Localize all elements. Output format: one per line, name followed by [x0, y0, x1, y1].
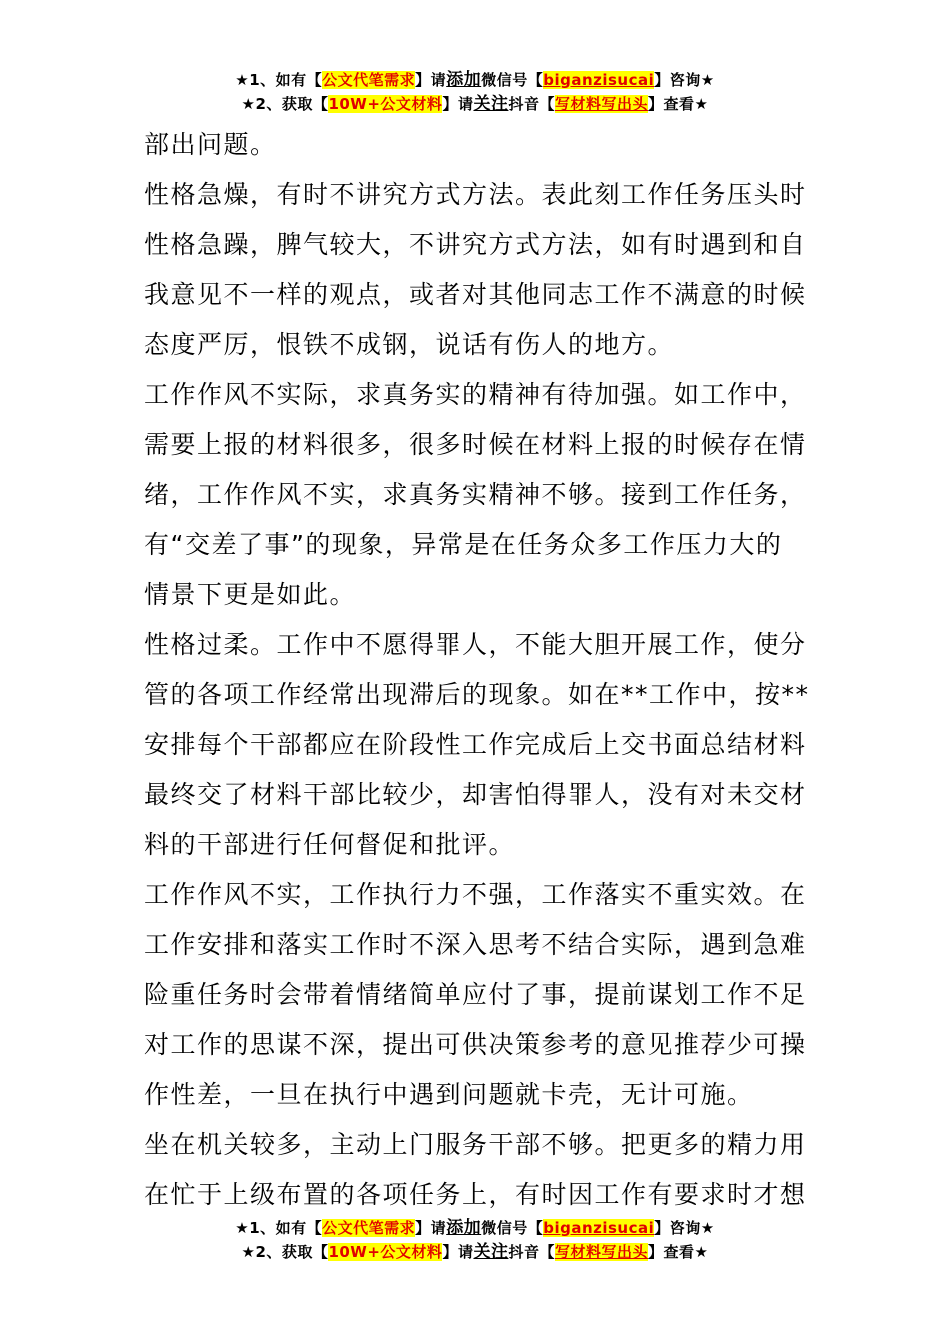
banner-line-1: ★1、如有【公文代笔需求】请添加微信号【biganzisucai】咨询★	[235, 1218, 715, 1238]
douyin-account: 写材料写出头	[554, 95, 648, 113]
text-line: 性格急燥，有时不讲究方式方法。表此刻工作任务压头时	[144, 180, 807, 209]
banner-line-2: ★2、获取【10W+公文材料】请关注抖音【写材料写出头】查看★	[241, 1242, 709, 1262]
text-line: 险重任务时会带着情绪简单应付了事，提前谋划工作不足	[144, 980, 807, 1009]
text-line: 需要上报的材料很多，很多时候在材料上报的时候存在情	[144, 430, 807, 459]
text-line: 在忙于上级布置的各项任务上，有时因工作有要求时才想	[144, 1180, 807, 1209]
text-line: 工作作风不实际，求真务实的精神有待加强。如工作中，	[144, 380, 807, 409]
text-line: 管的各项工作经常出现滞后的现象。如在**工作中，按**	[144, 680, 810, 709]
text-line: 情景下更是如此。	[144, 580, 357, 609]
text-line: 绪，工作作风不实，求真务实精神不够。接到工作任务，	[144, 480, 807, 509]
banner-line-1: ★1、如有【公文代笔需求】请添加微信号【biganzisucai】咨询★	[235, 70, 715, 90]
banner-line-2: ★2、获取【10W+公文材料】请关注抖音【写材料写出头】查看★	[241, 94, 709, 114]
text-line: 性格过柔。工作中不愿得罪人，不能大胆开展工作，使分	[144, 630, 807, 659]
footer-banner	[0, 1216, 950, 1264]
header-banner	[0, 68, 950, 116]
text-line: 工作安排和落实工作时不深入思考不结合实际，遇到急难	[144, 930, 807, 959]
text-line: 最终交了材料干部比较少，却害怕得罪人，没有对未交材	[144, 780, 807, 809]
text-line: 坐在机关较多，主动上门服务干部不够。把更多的精力用	[144, 1130, 807, 1159]
text-line: 作性差，一旦在执行中遇到问题就卡壳，无计可施。	[144, 1080, 754, 1109]
text-line: 工作作风不实，工作执行力不强，工作落实不重实效。在	[144, 880, 807, 909]
wechat-id: biganzisucai	[543, 71, 655, 89]
highlight-service: 公文代笔需求	[322, 71, 416, 89]
text-line: 料的干部进行任何督促和批评。	[144, 830, 516, 859]
text-line: 性格急躁，脾气较大，不讲究方式方法，如有时遇到和自	[144, 230, 807, 259]
text-line: 有“交差了事”的现象，异常是在任务众多工作压力大的	[144, 530, 783, 559]
highlight-service: 公文代笔需求	[322, 1219, 416, 1237]
text-line: 我意见不一样的观点，或者对其他同志工作不满意的时候	[144, 280, 807, 309]
text-line: 对工作的思谋不深，提出可供决策参考的意见推荐少可操	[144, 1030, 807, 1059]
wechat-id: biganzisucai	[543, 1219, 655, 1237]
text-line: 部出问题。	[144, 130, 277, 159]
highlight-materials: 10W+公文材料	[328, 1243, 443, 1261]
text-line: 安排每个干部都应在阶段性工作完成后上交书面总结材料	[144, 730, 807, 759]
highlight-materials: 10W+公文材料	[328, 95, 443, 113]
text-line: 态度严厉，恨铁不成钢，说话有伤人的地方。	[144, 330, 675, 359]
document-body	[144, 120, 809, 1220]
douyin-account: 写材料写出头	[554, 1243, 648, 1261]
